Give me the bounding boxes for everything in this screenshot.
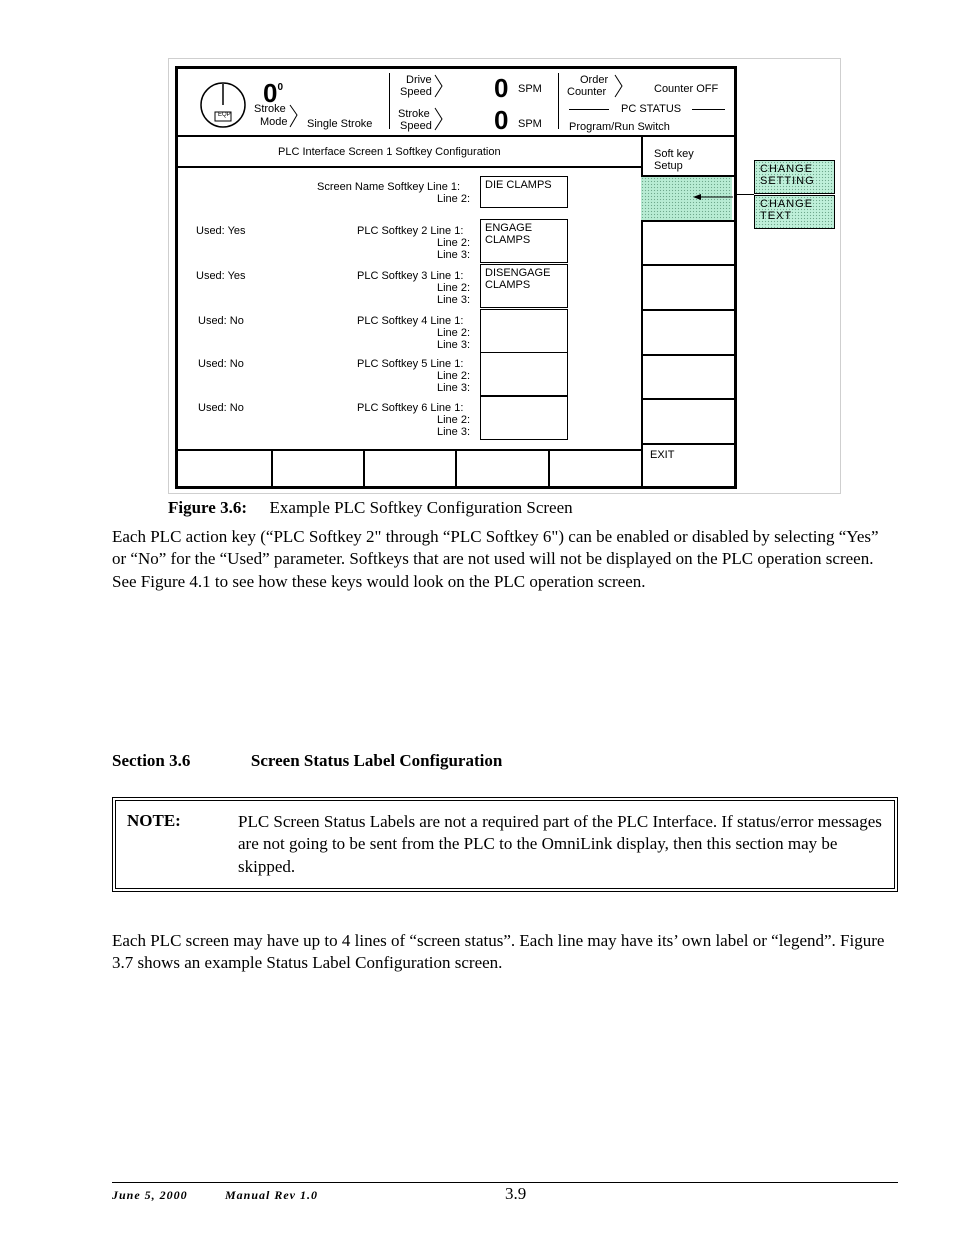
footer-manual: Manual Rev 1.0: [225, 1188, 319, 1202]
softkey-text-field[interactable]: [480, 264, 568, 308]
change-text-label-1: CHANGE: [760, 198, 814, 210]
softkey-line1-label: PLC Softkey 4 Line 1:: [357, 315, 464, 327]
softkey-setup-label-1: Soft key: [654, 148, 694, 160]
used-label[interactable]: Used: No: [198, 402, 244, 414]
stroke-speed-label-2: Speed: [400, 120, 432, 132]
softkey-setup-label-2: Setup: [654, 160, 683, 172]
stroke-mode-label-1: Stroke: [254, 103, 286, 115]
used-label[interactable]: Used: No: [198, 358, 244, 370]
screen-name-label: Screen Name Softkey Line 1:: [317, 181, 461, 193]
drive-speed-chevron-icon: [433, 73, 445, 99]
bottom-softkey-1[interactable]: [178, 451, 271, 486]
softkey-line2-label: Line 2:: [437, 237, 471, 249]
single-stroke-label: Single Stroke: [307, 118, 373, 130]
footer-date: June 5, 2000: [112, 1188, 188, 1202]
screen-title: PLC Interface Screen 1 Softkey Configuration: [278, 146, 501, 158]
drive-speed-label-1: Drive: [406, 74, 432, 86]
figure-number: Figure 3.6:: [168, 498, 248, 517]
order-counter-chevron-icon: [613, 73, 625, 99]
counter-off-label: Counter OFF: [654, 83, 719, 95]
arrow-left-icon: [693, 192, 733, 202]
note-label: NOTE:: [127, 811, 181, 830]
section-title: Screen Status Label Configuration: [250, 751, 503, 770]
used-label[interactable]: Used: Yes: [196, 270, 246, 282]
softkey-line3-label: Line 3:: [437, 339, 471, 351]
change-setting-label-1: CHANGE: [760, 163, 814, 175]
screen-name-field[interactable]: [480, 176, 568, 208]
screen-name-value: DIE CLAMPS: [485, 179, 552, 191]
softkey-line3-label: Line 3:: [437, 249, 471, 261]
footer-rule: [112, 1182, 898, 1183]
softkey-line3-label: Line 3:: [437, 382, 471, 394]
figure-caption: [168, 498, 573, 518]
clock-label: EQP: [218, 112, 231, 118]
pc-status-label: PC STATUS: [621, 103, 682, 115]
softkey-text-line1: DISENGAGE: [485, 267, 551, 279]
exit-softkey[interactable]: [641, 443, 734, 486]
drive-spm-unit: SPM: [518, 83, 542, 95]
softkey-text-field[interactable]: [480, 309, 568, 353]
plc-screen: [175, 66, 737, 489]
softkey-text-field[interactable]: [480, 352, 568, 396]
used-label[interactable]: Used: No: [198, 315, 244, 327]
softkey-5[interactable]: [641, 354, 734, 398]
exit-label: EXIT: [650, 449, 675, 461]
note-box: [112, 797, 898, 892]
softkey-text-line2: CLAMPS: [485, 279, 531, 291]
section-heading: [112, 751, 502, 771]
note-text: PLC Screen Status Labels are not a required part of the PLC Interface. If status/error messages are not going to be sent from the PLC to the OmniLink display, then this section may be skipped.: [238, 812, 882, 876]
softkey-line3-label: Line 3:: [437, 294, 471, 306]
softkey-line1-label: PLC Softkey 6 Line 1:: [357, 402, 464, 414]
softkey-line2-label: Line 2:: [437, 282, 471, 294]
screen-name-line2-label: Line 2:: [437, 193, 471, 205]
softkey-text-field[interactable]: [480, 396, 568, 440]
angle-value: $0^0$: [263, 78, 284, 108]
stroke-speed-value: 0: [494, 105, 509, 135]
softkey-line1-label: PLC Softkey 5 Line 1:: [357, 358, 464, 370]
softkey-text-line1: ENGAGE: [485, 222, 533, 234]
softkey-line1-label: PLC Softkey 3 Line 1:: [357, 270, 464, 282]
softkey-line1-label: PLC Softkey 2 Line 1:: [357, 225, 464, 237]
clock-icon: [198, 80, 248, 130]
change-setting-button[interactable]: [754, 160, 835, 194]
page-number: 3.9: [505, 1184, 527, 1203]
bottom-softkey-4[interactable]: [457, 451, 548, 486]
softkey-text-field[interactable]: [480, 219, 568, 263]
change-text-label-2: TEXT: [760, 210, 793, 222]
change-setting-label-2: SETTING: [760, 175, 815, 187]
softkey-line2-label: Line 2:: [437, 414, 471, 426]
softkey-line2-label: Line 2:: [437, 370, 471, 382]
used-label[interactable]: Used: Yes: [196, 225, 246, 237]
section-number: Section 3.6: [112, 751, 191, 770]
softkey-line2-label: Line 2:: [437, 327, 471, 339]
softkey-2[interactable]: [641, 220, 734, 264]
bottom-softkey-2[interactable]: [273, 451, 363, 486]
softkey-4[interactable]: [641, 309, 734, 354]
stroke-mode-label-2: Mode: [260, 116, 288, 128]
drive-speed-value: 0: [494, 73, 509, 103]
change-text-button[interactable]: [754, 195, 835, 229]
order-counter-label-1: Order: [580, 74, 609, 86]
stroke-speed-chevron-icon: [433, 106, 445, 132]
stroke-speed-label-1: Stroke: [398, 108, 430, 120]
paragraph-1: Each PLC action key (“PLC Softkey 2" through “PLC Softkey 6") can be enabled or disabled by selecting “Yes” or “No” for the “Used” parameter. Softkeys that are not used will not be displayed on the PLC operation screen. See Figure 4.1 to see how these keys would look on the PLC operation screen.: [112, 527, 879, 591]
figure-caption-text: Example PLC Softkey Configuration Screen: [269, 498, 573, 517]
program-run-label: Program/Run Switch: [569, 121, 670, 133]
paragraph-2: Each PLC screen may have up to 4 lines of “screen status”. Each line may have its’ own label or “legend”. Figure 3.7 shows an example Status Label Configuration screen.: [112, 931, 885, 973]
softkey-text-line2: CLAMPS: [485, 234, 531, 246]
softkey-line3-label: Line 3:: [437, 426, 471, 438]
softkey-1[interactable]: [641, 175, 734, 220]
softkey-3[interactable]: [641, 264, 734, 309]
softkey-6[interactable]: [641, 398, 734, 443]
bottom-softkey-3[interactable]: [365, 451, 455, 486]
order-counter-label-2: Counter: [567, 86, 607, 98]
drive-speed-label-2: Speed: [400, 86, 432, 98]
stroke-spm-unit: SPM: [518, 118, 542, 130]
bottom-softkey-5[interactable]: [550, 451, 641, 486]
stroke-mode-chevron-icon: [288, 103, 300, 129]
